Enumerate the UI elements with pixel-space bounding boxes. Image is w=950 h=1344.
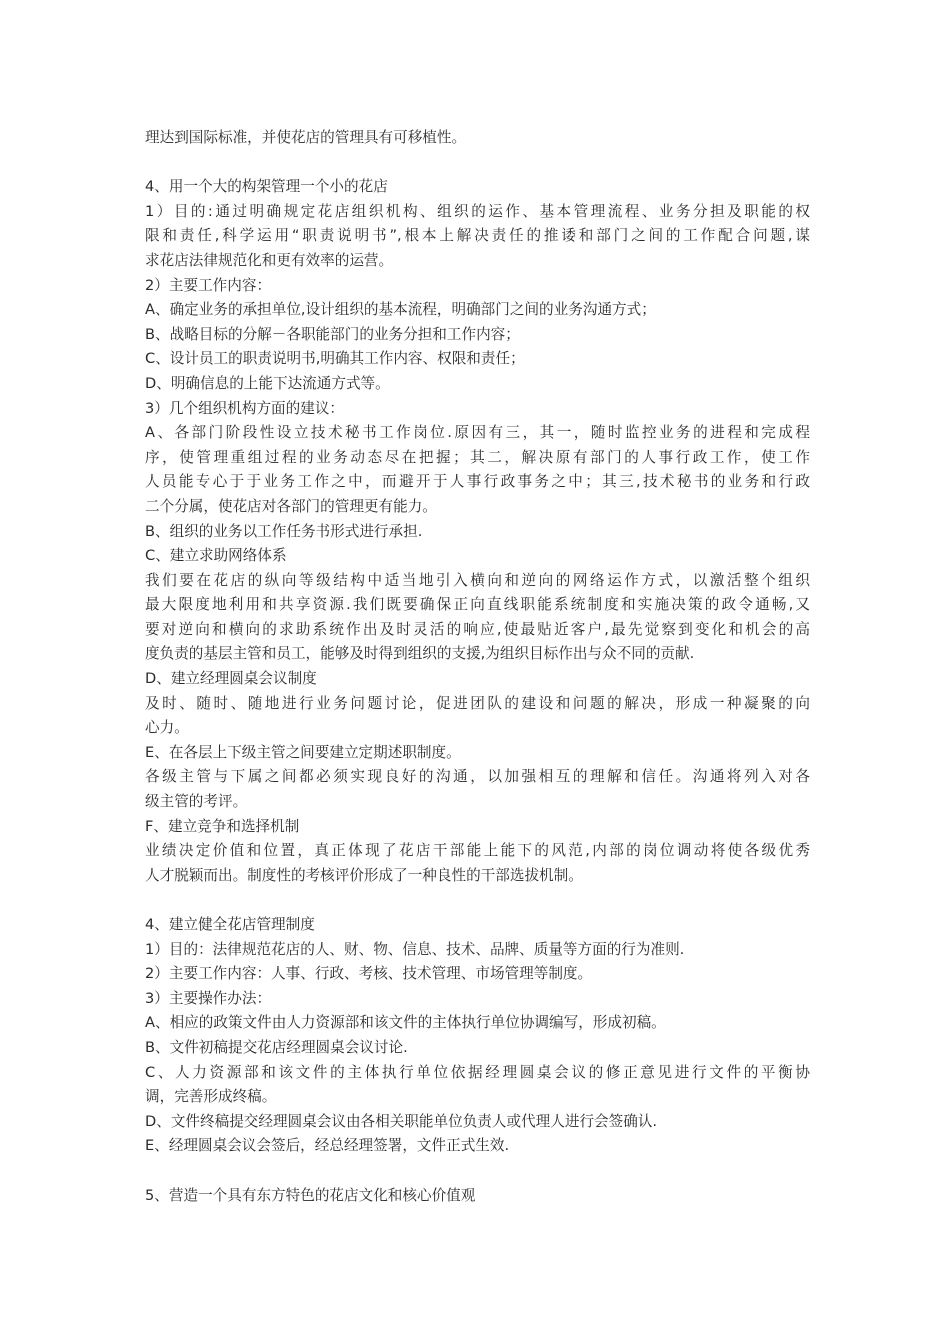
text-line: F、建立竞争和选择机制 (145, 817, 300, 835)
text-line: 3）主要操作办法： (145, 989, 272, 1007)
text-line: 4、用一个大的构架管理一个小的花店 (145, 178, 388, 196)
paragraph-gap (145, 888, 810, 913)
text-line: 求花店法律规范化和更有效率的运营。 (145, 251, 394, 269)
text-line: 5、营造一个具有东方特色的花店文化和核心价值观 (145, 1186, 476, 1204)
text-line: 心力。 (145, 719, 189, 737)
document-section (145, 175, 810, 888)
text-line: 1）目的：法律规范花店的人、财、物、信息、技术、品牌、质量等方面的行为准则. (145, 940, 685, 958)
text-line: 2）主要工作内容： (145, 276, 272, 294)
text-line: 业绩决定价值和位置，真正体现了花店干部能上能下的风范,内部的岗位调动将使各级优秀 (145, 842, 810, 860)
text-line: E、在各层上下级主管之间要建立定期述职制度。 (145, 743, 461, 761)
text-line: 限和责任,科学运用“职责说明书”,根本上解决责任的推诿和部门之间的工作配合问题,谋 (145, 227, 810, 245)
text-line: 1）目的:通过明确规定花店组织机构、组织的运作、基本管理流程、业务分担及职能的权 (145, 202, 810, 220)
text-line: A、相应的政策文件由人力资源部和该文件的主体执行单位协调编写，形成初稿。 (145, 1014, 666, 1032)
document-body (145, 126, 810, 1208)
document-section (145, 1184, 810, 1209)
text-line: D、文件终稿提交经理圆桌会议由各相关职能单位负责人或代理人进行会签确认. (145, 1112, 658, 1130)
paragraph-gap (145, 1159, 810, 1184)
text-line: 2）主要工作内容：人事、行政、考核、技术管理、市场管理等制度。 (145, 965, 593, 983)
text-line: C、建立求助网络体系 (145, 547, 287, 565)
text-line: E、经理圆桌会议会签后，经总经理签署，文件正式生效. (145, 1137, 510, 1155)
text-line: C、人力资源部和该文件的主体执行单位依据经理圆桌会议的修正意见进行文件的平衡协 (145, 1063, 810, 1081)
text-line: D、明确信息的上能下达流通方式等。 (145, 374, 390, 392)
text-line: 及时、随时、随地进行业务问题讨论，促进团队的建设和问题的解决，形成一种凝聚的向 (145, 694, 810, 712)
text-line: 级主管的考评。 (145, 793, 248, 811)
document-section (145, 126, 810, 151)
text-line: D、建立经理圆桌会议制度 (145, 670, 317, 688)
text-line: A、确定业务的承担单位,设计组织的基本流程，明确部门之间的业务沟通方式； (145, 301, 656, 319)
text-line: 我们要在花店的纵向等级结构中适当地引入横向和逆向的网络运作方式，以激活整个组织 (145, 571, 810, 589)
text-line: 调，完善形成终稿。 (145, 1088, 277, 1106)
text-line: 理达到国际标准，并使花店的管理具有可移植性。 (145, 129, 467, 146)
text-line: B、战略目标的分解－各职能部门的业务分担和工作内容； (145, 325, 520, 343)
text-line: 各级主管与下属之间都必须实现良好的沟通，以加强相互的理解和信任。沟通将列入对各 (145, 768, 810, 786)
text-line: 3）几个组织机构方面的建议： (145, 399, 345, 417)
text-line: 4、建立健全花店管理制度 (145, 916, 315, 933)
text-line: B、组织的业务以工作任务书形式进行承担. (145, 522, 423, 540)
text-line: B、文件初稿提交花店经理圆桌会议讨论. (145, 1038, 408, 1056)
text-line: 人员能专心于于业务工作之中，而避开于人事行政事务之中；其三,技术秘书的业务和行政 (145, 473, 810, 491)
text-line: 要对逆向和横向的求助系统作出及时灵活的响应,使最贴近客户,最先觉察到变化和机会的高 (145, 620, 810, 638)
text-line: 度负责的基层主管和员工，能够及时得到组织的支援,为组织目标作出与众不同的贡献. (145, 645, 695, 663)
text-line: 最大限度地利用和共享资源.我们既要确保正向直线职能系统制度和实施决策的政令通畅,又 (145, 596, 810, 614)
paragraph-gap (145, 151, 810, 176)
text-line: 序，使管理重组过程的业务动态尽在把握；其二，解决原有部门的人事行政工作，使工作 (145, 448, 810, 466)
text-line: C、设计员工的职责说明书,明确其工作内容、权限和责任； (145, 350, 525, 368)
text-line: 人才脱颖而出。制度性的考核评价形成了一种良性的干部选拔机制。 (145, 866, 583, 884)
document-section (145, 913, 810, 1159)
text-line: A、各部门阶段性设立技术秘书工作岗位.原因有三，其一，随时监控业务的进程和完成程 (145, 424, 810, 442)
text-line: 二个分属，使花店对各部门的管理更有能力。 (145, 497, 437, 515)
